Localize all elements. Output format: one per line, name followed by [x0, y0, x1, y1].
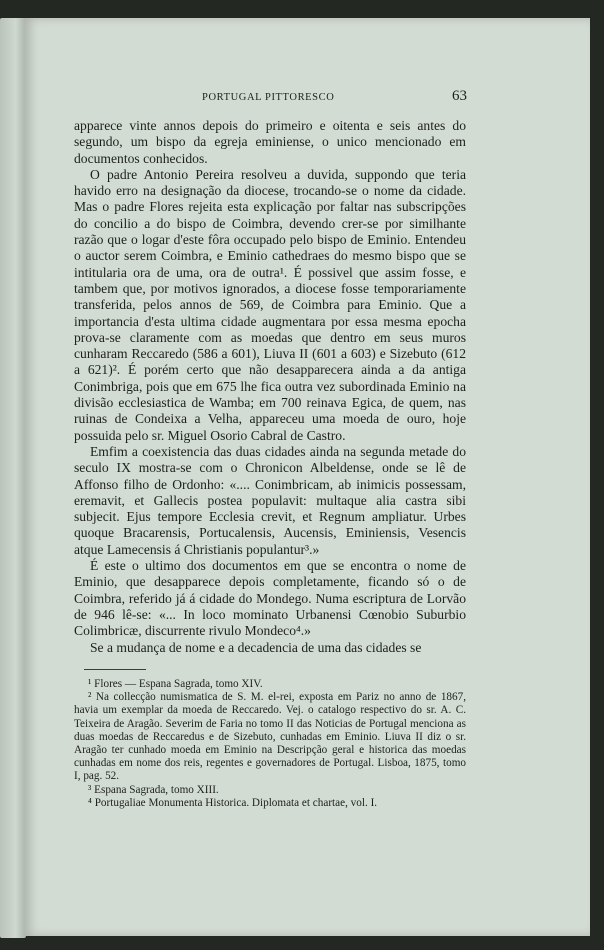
- body-text: [74, 118, 466, 656]
- footnote-1: ¹ Flores — Espana Sagrada, tomo XIV.: [88, 678, 263, 690]
- footnote-3: ³ Espana Sagrada, tomo XIII.: [88, 783, 219, 796]
- footnote-4: ⁴ Portugaliae Monumenta Historica. Diplomata et chartae, vol. I.: [88, 796, 378, 809]
- paragraph-1: apparece vinte annos depois do primeiro e oitenta e seis antes do segundo, um bispo da egreja eminiense, o unico mencionado em documentos conhecidos.: [74, 118, 466, 166]
- paragraph-4: É este o ultimo dos documentos em que se encontra o nome de Eminio, que desapparece depois completamente, ficando só o de Coimbra, referido já á cidade do Mondego. Numa escriptura de Lorvão de 946 lê-se: «... In loco mominato Urbanensi Cœnobio Suburbio Colimbricæ, discurrente rivulo Mondeco⁴.»: [74, 558, 466, 639]
- running-head: [24, 88, 590, 108]
- running-head-title: PORTUGAL PITTORESCO: [202, 92, 335, 103]
- footnote-divider: [84, 669, 146, 670]
- book-page: [24, 18, 590, 936]
- paragraph-2: O padre Antonio Pereira resolveu a duvida, suppondo que teria havido erro na designação da diocese, trocando-se o nome da cidade. Mas o padre Flores rejeita esta explicação por faltar nas subscripções do concilio a do bispo de Coimbra, devendo crer-se por similhante razão que o logar d'este fôra occupado pelo bispo de Eminio. Entendeu o auctor serem Coimbra, e Eminio cathedraes do mesmo bispo que se intitularia ora de uma, ora de outra¹. É possivel que assim fosse, e tambem que, por motivos ignorados, a diocese fosse temporariamente transferida, pelos annos de 569, de Coimbra para Eminio. Que a importancia d'esta ultima cidade augmentara por essa mesma epocha prova-se claramente com as moedas que dentro em seus muros cunharam Reccaredo (586 a 601), Liuva II (601 a 603) e Sizebuto (612 a 621)². É porém certo que não desapparecera ainda a da antiga Conimbriga, pois que em 675 lhe fica outra vez subordinada Eminio na divisão ecclesiastica de Wamba; em 700 reinava Egica, de quem, nas ruinas de Condeixa a Velha, appareceu uma moeda de ouro, hoje possuida pelo sr. Miguel Osorio Cabral de Castro.: [74, 166, 466, 443]
- paragraph-3: Emfim a coexistencia das duas cidades ainda na segunda metade do seculo IX mostra-se com o Chronicon Albeldense, onde se lê de Affonso filho de Ordonho: «.... Conimbricam, ab inimicis possessam, eremavit, et Gallecis postea populavit: multaque alia castra sibi subjecit. Ejus tempore Ecclesia crevit, et Regnum ampliatur. Urbes quoque Bracarensis, Portucalensis, Aucensis, Eminiensis, Vesencis atque Lamecensis á Christianis populantur³.»: [74, 443, 466, 557]
- footnote-2: ² Na collecção numismatica de S. M. el-rei, exposta em Pariz no anno de 1867, havia um exemplar da moeda de Reccaredo. Vej. o catalogo respectivo do sr. A. C. Teixeira de Aragão. Severim de Faria no tomo II das Noticias de Portugal menciona as duas moedas de Reccaredus e de Sizebuto, cunhadas em Eminio. Liuva II diz o sr. Aragão ter cunhado moeda em Eminio na Descripção geral e historica das moedas cunhadas em nome dos reis, regentes e governadores de Portugal. Lisboa, 1875, tomo I, pag. 52.: [74, 691, 466, 783]
- footnotes: [74, 678, 466, 810]
- previous-page-edge: [0, 18, 26, 938]
- paragraph-5: Se a mudança de nome e a decadencia de uma das cidades se: [90, 639, 422, 655]
- page-number: 63: [452, 88, 467, 104]
